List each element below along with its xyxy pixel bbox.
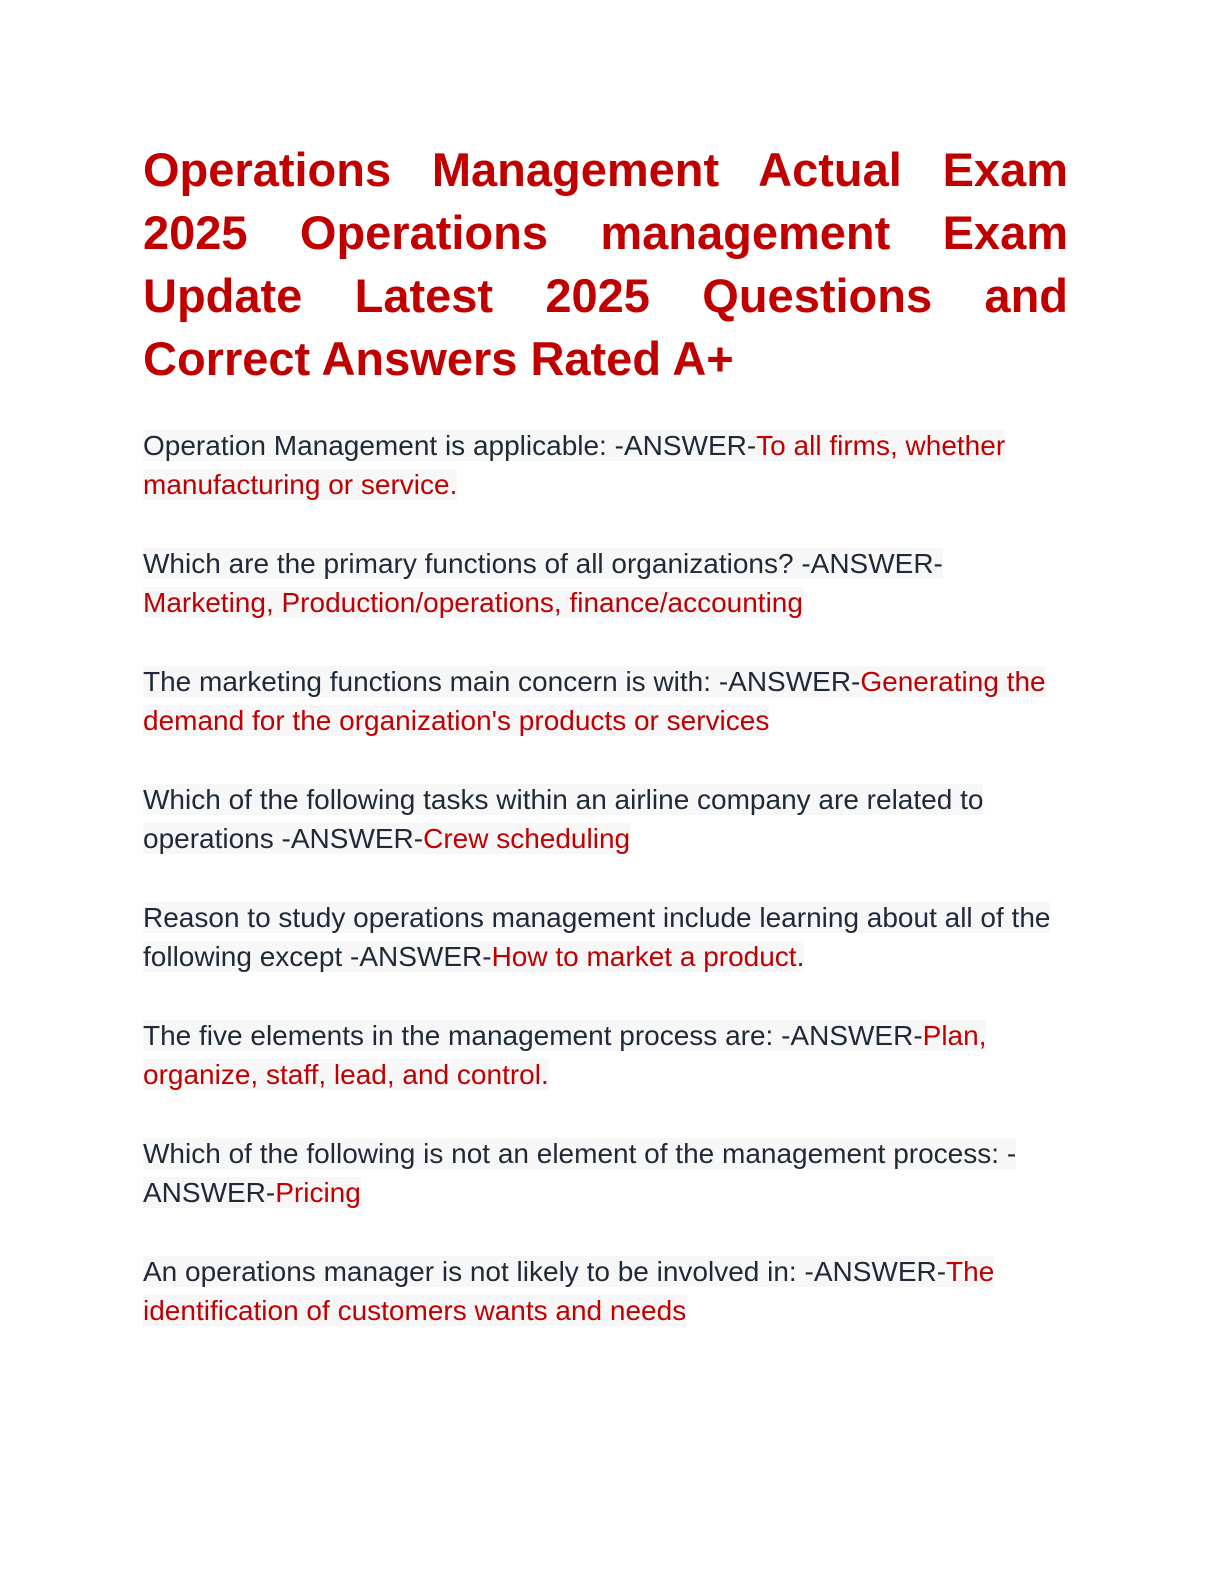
- answer-text: The identification of customers wants and needs: [143, 1256, 995, 1326]
- answer-text: Pricing: [275, 1177, 361, 1208]
- qa-item-3: [143, 662, 1068, 740]
- qa-highlight: [143, 1138, 1016, 1208]
- qa-highlight: [143, 1020, 986, 1090]
- qa-highlight: [143, 548, 943, 618]
- question-text: Operation Management is applicable:: [143, 430, 615, 461]
- document-title: Operations Management Actual Exam 2025 Operations management Exam Update Latest 2025 Questions and Correct Answers Rated A+: [143, 143, 1068, 385]
- answer-text: Generating the demand for the organization's products or services: [143, 666, 1046, 736]
- qa-item-8: [143, 1252, 1068, 1330]
- answer-marker: -ANSWER-: [718, 666, 861, 697]
- question-text: The marketing functions main concern is with:: [143, 666, 719, 697]
- qa-highlight: [143, 902, 1050, 972]
- question-text: Which of the following tasks within an airline company are related to operations: [143, 784, 984, 854]
- answer-marker: -ANSWER-: [614, 430, 757, 461]
- answer-marker: -ANSWER-: [143, 1138, 1017, 1208]
- question-text: The five elements in the management process are:: [143, 1020, 782, 1051]
- qa-highlight: [143, 1256, 994, 1326]
- question-text: Reason to study operations management include learning about all of the following except: [143, 902, 1051, 972]
- qa-item-2: [143, 544, 1068, 622]
- document-page: [143, 138, 1068, 1370]
- question-text: Which of the following is not an element of the management process:: [143, 1138, 1007, 1169]
- qa-highlight: [143, 430, 1005, 500]
- qa-item-7: [143, 1134, 1068, 1212]
- qa-item-1: [143, 426, 1068, 504]
- answer-marker: -ANSWER-: [350, 941, 492, 972]
- answer-marker: -ANSWER-: [804, 1256, 947, 1287]
- answer-text: How to market a product: [491, 941, 797, 972]
- answer-text: Plan, organize, staff, lead, and control.: [143, 1020, 987, 1090]
- answer-text: Marketing, Production/operations, finance/accounting: [143, 587, 803, 618]
- answer-marker: -ANSWER-: [281, 823, 424, 854]
- answer-marker: -ANSWER-: [781, 1020, 923, 1051]
- qa-item-5: [143, 898, 1068, 976]
- qa-highlight: [143, 784, 983, 854]
- answer-marker: -ANSWER-: [801, 548, 943, 579]
- answer-trail: .: [796, 941, 805, 972]
- question-text: Which are the primary functions of all organizations?: [143, 548, 802, 579]
- question-text: An operations manager is not likely to be involved in:: [143, 1256, 805, 1287]
- qa-item-6: [143, 1016, 1068, 1094]
- answer-text: To all firms, whether manufacturing or service.: [143, 430, 1006, 500]
- qa-highlight: [143, 666, 1046, 736]
- answer-text: Crew scheduling: [423, 823, 631, 854]
- qa-list: [143, 426, 1068, 1330]
- qa-item-4: [143, 780, 1068, 858]
